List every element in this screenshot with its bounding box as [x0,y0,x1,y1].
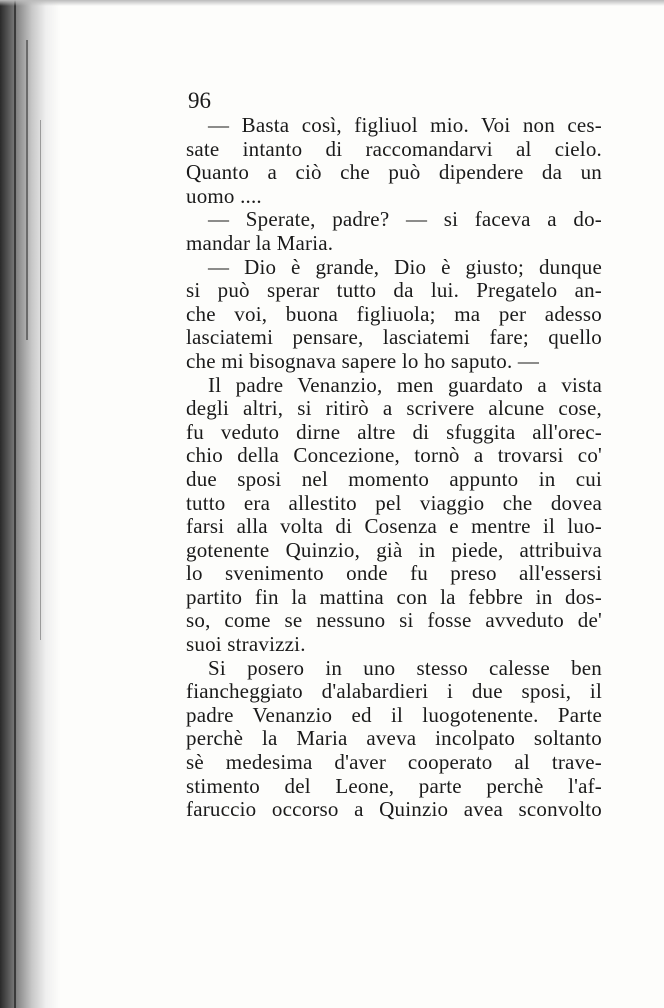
text-line: si può sperar tutto da lui. Pregatelo an- [186,278,602,303]
text-line: sè medesima d'aver cooperato al trave- [186,750,602,775]
text-line: Si posero in uno stesso calesse ben [208,655,602,680]
text-line: so, come se nessuno si fosse avveduto de' [186,608,602,633]
binding-streak [40,120,41,640]
text-line: due sposi nel momento appunto in cui [186,466,602,491]
page-text [186,88,602,822]
text-line: fu veduto dirne altre di sfuggita all'orec- [186,419,602,444]
text-line: — Basta così, figliuol mio. Voi non ces- [208,113,602,137]
text-lines [186,114,602,822]
text-line: mandar la Maria. [186,230,334,255]
text-line: stimento del Leone, parte perchè l'af- [186,773,602,798]
text-line: perchè la Maria aveva incolpato soltanto [186,726,602,751]
text-line: uomo .... [186,183,262,208]
text-line: che mi bisognava sapere lo ho saputo. — [186,348,540,373]
text-line: suoi stravizzi. [186,632,306,657]
text-line: tutto era allestito pel viaggio che dovea [186,490,602,515]
text-line: partito fin la mattina con la febbre in dos- [186,584,602,609]
text-line: degli altri, si ritirò a scrivere alcune cose, [186,396,602,421]
text-line: chio della Concezione, tornò a trovarsi co' [186,443,602,468]
text-line: farsi alla volta di Cosenza e mentre il luo- [186,514,602,539]
text-line: che voi, buona figliuola; ma per adesso [186,301,602,326]
text-line: lo svenimento onde fu preso all'essersi [186,561,602,586]
text-line: lasciatemi pensare, lasciatemi fare; quello [186,325,602,350]
text-line: Il padre Venanzio, men guardato a vista [208,372,602,397]
text-line: fiancheggiato d'alabardieri i due sposi, il [186,679,602,704]
binding-streak [26,40,28,340]
text-line: gotenente Quinzio, già in piede, attribuiva [186,537,602,562]
top-edge-shadow [0,0,664,6]
text-line: faruccio occorso a Quinzio avea sconvolto [186,797,602,822]
text-line: sate intanto di raccomandarvi al cielo. [186,136,602,161]
page-number: 96 [188,88,211,113]
binding-shadow [0,0,60,1008]
text-line: — Dio è grande, Dio è giusto; dunque [208,254,602,279]
text-line: — Sperate, padre? — si faceva a do- [208,207,602,232]
binding-streak [14,0,16,1008]
text-line: padre Venanzio ed il luogotenente. Parte [186,702,602,727]
text-line: Quanto a ciò che può dipendere da un [186,160,602,185]
